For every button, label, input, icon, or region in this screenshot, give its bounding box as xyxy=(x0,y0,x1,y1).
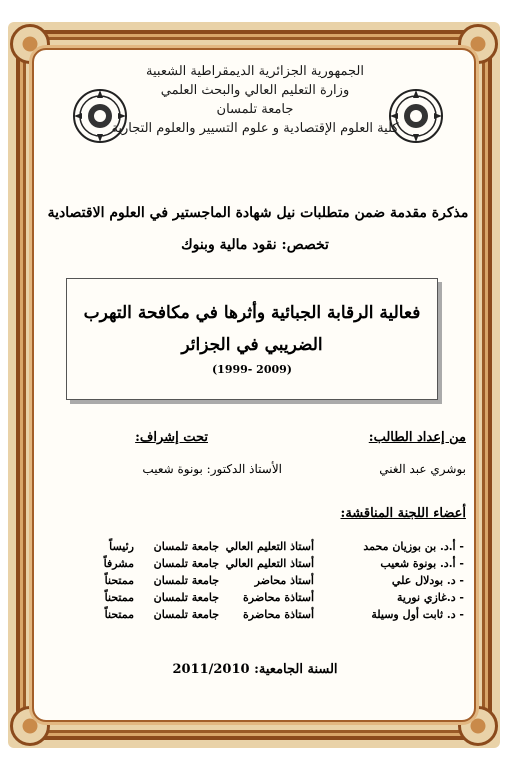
member-name: - د.غازي نورية xyxy=(397,591,464,604)
supervisor-name: الأستاذ الدكتور: بونوة شعيب xyxy=(142,462,282,476)
thesis-years: (1999- 2009) xyxy=(211,363,293,376)
memo-statement: مذكرة مقدمة ضمن متطلبات نيل شهادة الماجستير في العلوم الاقتصادية xyxy=(47,205,469,221)
supervisor-label: تحت إشراف: xyxy=(135,430,208,445)
member-role: مشرفاً xyxy=(103,557,134,570)
faculty-name: كلية العلوم الإقتصادية و علوم التسيير والعلوم التجارية xyxy=(111,121,399,136)
member-university: جامعة تلمسان xyxy=(153,540,219,553)
member-name: - د. ثابت أول وسيلة xyxy=(371,608,464,621)
committee-row xyxy=(44,608,464,625)
republic-name: الجمهورية الجزائرية الديمقراطية الشعبية xyxy=(146,64,364,79)
committee-list xyxy=(44,540,464,625)
member-role: ممتحناً xyxy=(104,574,134,587)
student-label: من إعداد الطالب: xyxy=(368,430,466,445)
member-university: جامعة تلمسان xyxy=(153,574,219,587)
committee-row xyxy=(44,591,464,608)
committee-label: أعضاء اللجنة المناقشة: xyxy=(340,506,466,521)
committee-row xyxy=(44,574,464,591)
member-role: رئيساً xyxy=(109,540,134,553)
thesis-title-line1: فعالية الرقابة الجبائية وأثرها في مكافحة التهرب xyxy=(83,303,421,323)
member-role: ممتحناً xyxy=(104,608,134,621)
member-rank: أستاذة محاضرة xyxy=(243,591,314,604)
member-name: - د. بودلال علي xyxy=(391,574,464,587)
member-name: - أ.د. بن بوزيان محمد xyxy=(363,540,464,553)
academic-year: السنة الجامعية: 2011/2010 xyxy=(172,662,338,677)
specialty: تخصص: نقود مالية وبنوك xyxy=(181,237,329,253)
member-role: ممتحناً xyxy=(104,591,134,604)
member-university: جامعة تلمسان xyxy=(153,557,219,570)
ministry-name: وزارة التعليم العالي والبحث العلمي xyxy=(160,83,350,98)
member-rank: أستاذة محاضرة xyxy=(243,608,314,621)
member-rank: أستاذ التعليم العالي xyxy=(225,557,314,570)
university-name: جامعة تلمسان xyxy=(216,102,294,117)
member-university: جامعة تلمسان xyxy=(153,591,219,604)
committee-row xyxy=(44,557,464,574)
member-rank: أستاذ التعليم العالي xyxy=(225,540,314,553)
institution-header xyxy=(0,62,510,138)
member-name: - أ.د. بونوة شعيب xyxy=(380,557,464,570)
member-rank: أستاذ محاضر xyxy=(254,574,314,587)
member-university: جامعة تلمسان xyxy=(153,608,219,621)
thesis-title-line2: الضريبي في الجزائر xyxy=(181,335,323,355)
student-name: بوشري عبد الغني xyxy=(379,462,466,476)
committee-row xyxy=(44,540,464,557)
thesis-title-box xyxy=(66,278,438,400)
